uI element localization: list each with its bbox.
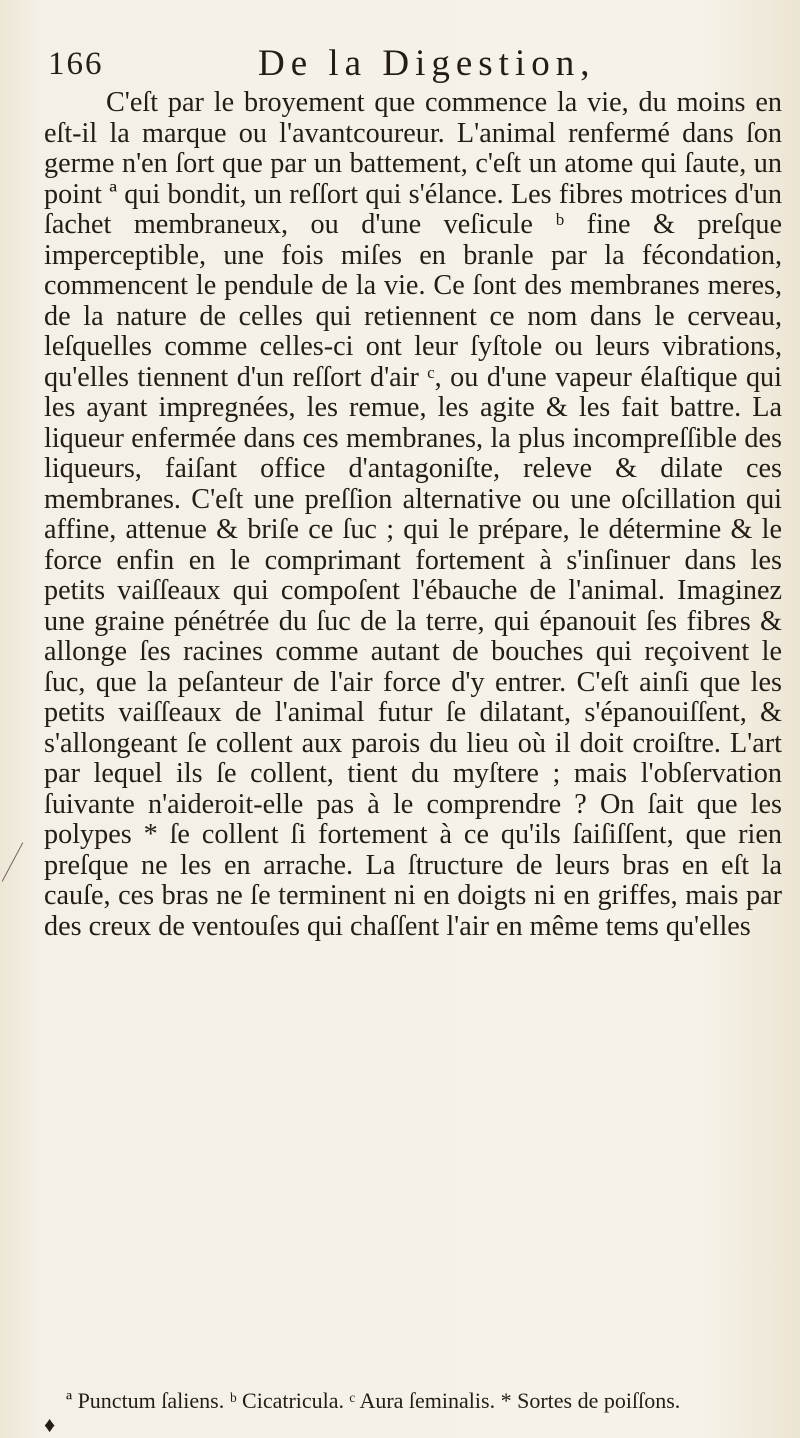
page-number: 166	[48, 46, 104, 82]
running-title: De la Digestion,	[258, 43, 596, 84]
page-header	[48, 42, 768, 90]
footnotes: ª Punctum ſaliens. ᵇ Cicatricula. ᶜ Aura ſeminalis. * Sortes de poiſſons.	[66, 1388, 681, 1413]
paragraph: C'eſt par le broyement que commence la vie, du moins en eſt-il la marque ou l'avantcoureur. L'animal renfermé dans ſon germe n'en ſort que par un battement, c'eſt un atome qui ſaute, un point ª qui bondit, un reſſort qui s'élance. Les fibres motrices d'un ſachet membraneux, ou d'une veſicule ᵇ fine & preſque imperceptible, une fois miſes en branle par la fécondation, commencent le pendule de la vie. Ce ſont des membranes meres, de la nature de celles qui retiennent ce nom dans le cerveau, leſquelles comme celles-ci ont leur ſyſtole ou leurs vibrations, qu'elles tiennent d'un reſſort d'air ᶜ, ou d'une vapeur élaſtique qui les ayant impregnées, les remue, les agite & les fait battre. La liqueur enfermée dans ces membranes, la plus incompreſſible des liqueurs, faiſant office d'antagoniſte, releve & dilate ces membranes. C'eſt une preſſion alternative ou une oſcillation qui affine, attenue & briſe ce ſuc ; qui le prépare, le détermine & le force enfin en le comprimant fortement à s'inſinuer dans les petits vaiſſeaux qui compoſent l'ébauche de l'animal. Imaginez une graine pénétrée du ſuc de la terre, qui épanouit ſes fibres & allonge ſes racines comme autant de bouches qui reçoivent le ſuc, que la peſanteur de l'air force d'y entrer. C'eſt ainſi que les petits vaiſſeaux de l'animal futur ſe dilatant, s'épanouiſſent, & s'allongeant ſe collent aux parois du lieu où il doit croiſtre. L'art par lequel ils ſe collent, tient du myſtere ; mais l'obſervation ſuivante n'aideroit-elle pas à le comprendre ? On ſait que les polypes * ſe collent ſi fortement à ce qu'ils ſaiſiſſent, que rien preſque ne les en arrache. La ſtructure de leurs bras en eſt la cauſe, ces bras ne ſe terminent ni en doigts ni en griffes, mais par des creux de ventouſes qui chaſſent l'air en même tems qu'elles	[44, 87, 782, 942]
body-text	[44, 88, 782, 942]
margin-pencil-mark	[2, 842, 24, 881]
printer-ornament: ♦	[44, 1412, 56, 1437]
